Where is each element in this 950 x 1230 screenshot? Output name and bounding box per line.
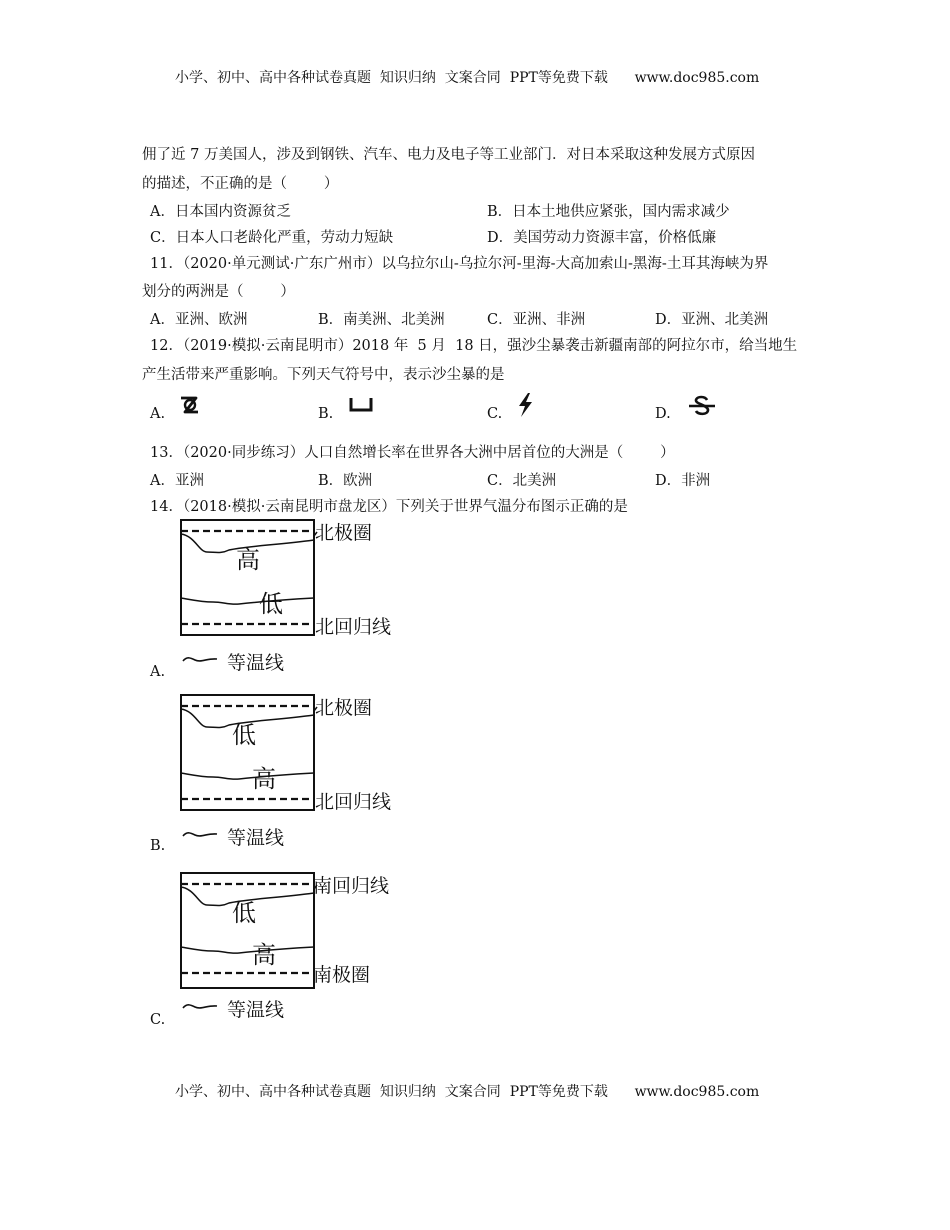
q12-option-a-label: A.: [150, 406, 166, 422]
page-header: 小学、初中、高中各种试卷真题 知识归纳 文案合同 PPT等免费下载 www.doc985.com: [175, 70, 760, 86]
figure-b-lower-word: 高: [252, 765, 276, 793]
figure-a-bottom-line-label: 北回归线: [315, 616, 392, 638]
figure-b-top-line-label: 北极圈: [315, 697, 373, 719]
isotherm-figure-c: [177, 871, 407, 1026]
q10-option-b: B．日本土地供应紧张，国内需求减少: [487, 204, 730, 220]
q10-stem-line2: 的描述，不正确的是（ ）: [142, 176, 339, 192]
figure-a-upper-word: 高: [236, 546, 260, 574]
q14-option-a-label: A.: [150, 664, 166, 680]
sandstorm-symbol-icon: [178, 392, 202, 416]
q10-option-a: A．日本国内资源贫乏: [150, 204, 291, 220]
q12-option-b-label: B.: [318, 406, 334, 422]
figure-a-legend: 等温线: [227, 652, 285, 673]
dust-symbol-icon: [688, 394, 716, 418]
figure-c-upper-word: 低: [232, 899, 256, 927]
q14-stem: 14．（2018·模拟·云南昆明市盘龙区）下列关于世界气温分布图示正确的是: [150, 499, 628, 515]
q12-option-d-label: D.: [655, 406, 671, 422]
q11-option-d: D．亚洲、北美洲: [655, 312, 769, 328]
page-footer: 小学、初中、高中各种试卷真题 知识归纳 文案合同 PPT等免费下载 www.doc985.com: [175, 1084, 760, 1100]
figure-b-bottom-line-label: 北回归线: [315, 791, 392, 813]
q14-option-b-label: B.: [150, 838, 166, 854]
q13-option-b: B．欧洲: [318, 473, 373, 489]
figure-a-top-line-label: 北极圈: [315, 522, 373, 544]
figure-c-lower-word: 高: [252, 941, 276, 969]
figure-b-legend: 等温线: [227, 827, 285, 848]
q11-stem-line1: 11．（2020·单元测试·广东广州市）以乌拉尔山-乌拉尔河-里海-大高加索山-黑海-土耳其海峡为界: [150, 256, 769, 272]
figure-c-top-line-label: 南回归线: [313, 875, 390, 897]
figure-b-upper-word: 低: [232, 721, 256, 749]
q13-stem: 13．（2020·同步练习）人口自然增长率在世界各大洲中居首位的大洲是（ ）: [150, 445, 675, 461]
isotherm-figure-b: [177, 693, 407, 848]
q12-option-c-label: C.: [487, 406, 503, 422]
q13-option-d: D．非洲: [655, 473, 711, 489]
q10-stem-line1: 佣了近 7 万美国人，涉及到钢铁、汽车、电力及电子等工业部门．对日本采取这种发展方式原因: [142, 147, 755, 163]
q11-option-b: B．南美洲、北美洲: [318, 312, 445, 328]
q11-stem-line2: 划分的两洲是（ ）: [142, 284, 295, 300]
q12-stem-line1: 12．（2019·模拟·云南昆明市）2018 年 5 月 18 日，强沙尘暴袭击新疆南部的阿拉尔市，给当地生: [150, 338, 798, 354]
q10-option-d: D．美国劳动力资源丰富，价格低廉: [487, 230, 717, 246]
thunderstorm-symbol-icon: [514, 392, 536, 418]
figure-a-lower-word: 低: [259, 590, 283, 618]
q10-option-c: C．日本人口老龄化严重，劳动力短缺: [150, 230, 394, 246]
figure-c-legend: 等温线: [227, 999, 285, 1021]
q13-option-a: A．亚洲: [150, 473, 204, 489]
isotherm-figure-a: [177, 518, 407, 673]
q14-option-c-label: C.: [150, 1012, 166, 1028]
figure-c-bottom-line-label: 南极圈: [313, 964, 371, 986]
fog-symbol-icon: [348, 396, 374, 414]
q12-stem-line2: 产生活带来严重影响。下列天气符号中，表示沙尘暴的是: [142, 367, 505, 383]
q11-option-a: A．亚洲、欧洲: [150, 312, 248, 328]
q11-option-c: C．亚洲、非洲: [487, 312, 586, 328]
q13-option-c: C．北美洲: [487, 473, 557, 489]
